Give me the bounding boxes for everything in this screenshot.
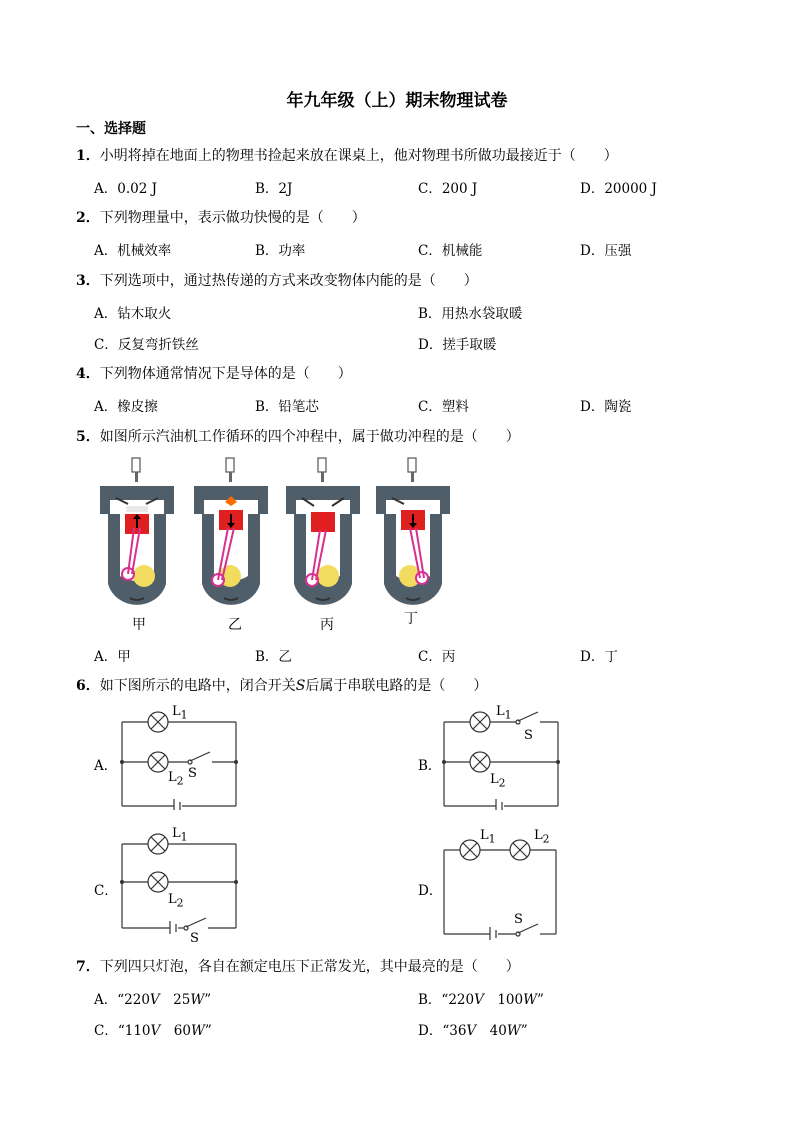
q4-option-c[interactable]: C．塑料 — [418, 399, 469, 415]
question-number: 5． — [76, 429, 100, 445]
engine-label-bing: 丙 — [320, 617, 334, 633]
question-text: 小明将掉在地面上的物理书捡起来放在课桌上，他对物理书所做功最接近于（ ） — [99, 148, 618, 164]
q6-option-b[interactable]: B． — [418, 758, 442, 774]
q2-option-b[interactable]: B．功率 — [255, 243, 306, 259]
question-text: 下列物体通常情况下是导体的是（ ） — [99, 366, 352, 382]
q1-option-d[interactable]: D．20000 J — [580, 181, 657, 197]
question-1 — [76, 145, 618, 165]
q7-option-c[interactable]: C．“110V 60W” — [94, 1023, 212, 1039]
label-s: S — [524, 728, 533, 743]
q4-option-d[interactable]: D．陶瓷 — [580, 399, 632, 415]
q5-option-a[interactable]: A．甲 — [94, 649, 131, 665]
question-number: 6． — [76, 678, 100, 694]
q2-option-c[interactable]: C．机械能 — [418, 243, 483, 259]
label-s: S — [188, 766, 197, 781]
question-number: 4． — [76, 366, 100, 382]
label-s: S — [514, 912, 523, 927]
q7-option-a[interactable]: A．“220V 25W” — [94, 992, 212, 1008]
question-number: 2． — [76, 210, 100, 226]
label-s: S — [190, 931, 199, 946]
question-text: 下列物理量中，表示做功快慢的是（ ） — [99, 210, 366, 226]
q4-option-a[interactable]: A．橡皮擦 — [94, 399, 158, 415]
q3-option-a[interactable]: A．钻木取火 — [94, 306, 172, 322]
label-l2: $L_2$ — [490, 772, 506, 790]
q3-option-b[interactable]: B．用热水袋取暖 — [418, 306, 523, 322]
question-number: 3． — [76, 273, 100, 289]
question-text: 下列选项中，通过热传递的方式来改变物体内能的是（ ） — [99, 273, 478, 289]
q7-option-d[interactable]: D．“36V 40W” — [418, 1023, 528, 1039]
engine-strokes-figure — [94, 456, 454, 632]
question-6 — [76, 675, 487, 695]
question-text: 下列四只灯泡，各自在额定电压下正常发光，其中最亮的是（ ） — [99, 959, 520, 975]
q5-option-c[interactable]: C．丙 — [418, 649, 456, 665]
label-l2: $L_2$ — [534, 828, 550, 846]
circuit-c — [118, 830, 242, 934]
engine-bing — [280, 456, 366, 612]
label-l2: $L_2$ — [168, 892, 184, 910]
label-l1: $L_1$ — [172, 826, 188, 844]
q6-option-c[interactable]: C． — [94, 883, 118, 899]
engine-label-ding: 丁 — [404, 611, 418, 627]
q1-option-a[interactable]: A．0.02 J — [94, 181, 158, 197]
question-text: 如图所示汽油机工作循环的四个冲程中，属于做功冲程的是（ ） — [99, 429, 520, 445]
q2-option-a[interactable]: A．机械效率 — [94, 243, 172, 259]
q3-option-d[interactable]: D．搓手取暖 — [418, 337, 497, 353]
circuit-b — [440, 706, 564, 810]
question-number: 1． — [76, 148, 100, 164]
label-l1: $L_1$ — [496, 704, 512, 722]
label-l2: $L_2$ — [168, 770, 184, 788]
switch-variable: S — [295, 678, 306, 694]
q1-option-c[interactable]: C．200 J — [418, 181, 478, 197]
circuit-d — [440, 836, 564, 940]
label-l1: $L_1$ — [480, 828, 496, 846]
engine-jia — [94, 456, 180, 612]
label-l1: $L_1$ — [172, 704, 188, 722]
q5-option-d[interactable]: D．丁 — [580, 649, 618, 665]
section-heading: 一、选择题 — [76, 121, 146, 137]
q6-option-d[interactable]: D． — [418, 883, 443, 899]
engine-label-jia: 甲 — [132, 617, 146, 633]
engine-ding — [370, 456, 456, 612]
q3-option-c[interactable]: C．反复弯折铁丝 — [94, 337, 199, 353]
question-number: 7． — [76, 959, 100, 975]
q7-option-b[interactable]: B．“220V 100W” — [418, 992, 544, 1008]
q4-option-b[interactable]: B．铅笔芯 — [255, 399, 319, 415]
circuit-a — [118, 706, 242, 810]
q5-option-b[interactable]: B．乙 — [255, 649, 292, 665]
q1-option-b[interactable]: B．2J — [255, 181, 293, 197]
question-text: 如下图所示的电路中，闭合开关 — [99, 678, 296, 694]
question-2 — [76, 207, 366, 227]
q6-option-a[interactable]: A． — [94, 758, 118, 774]
question-4 — [76, 363, 352, 383]
engine-label-yi: 乙 — [228, 617, 242, 633]
page-title: 年九年级（上）期末物理试卷 — [286, 91, 508, 111]
engine-yi — [188, 456, 274, 612]
question-3 — [76, 270, 478, 290]
question-5 — [76, 426, 520, 446]
question-7 — [76, 956, 520, 976]
q2-option-d[interactable]: D．压强 — [580, 243, 632, 259]
question-text-tail: 后属于串联电路的是（ ） — [305, 678, 488, 694]
